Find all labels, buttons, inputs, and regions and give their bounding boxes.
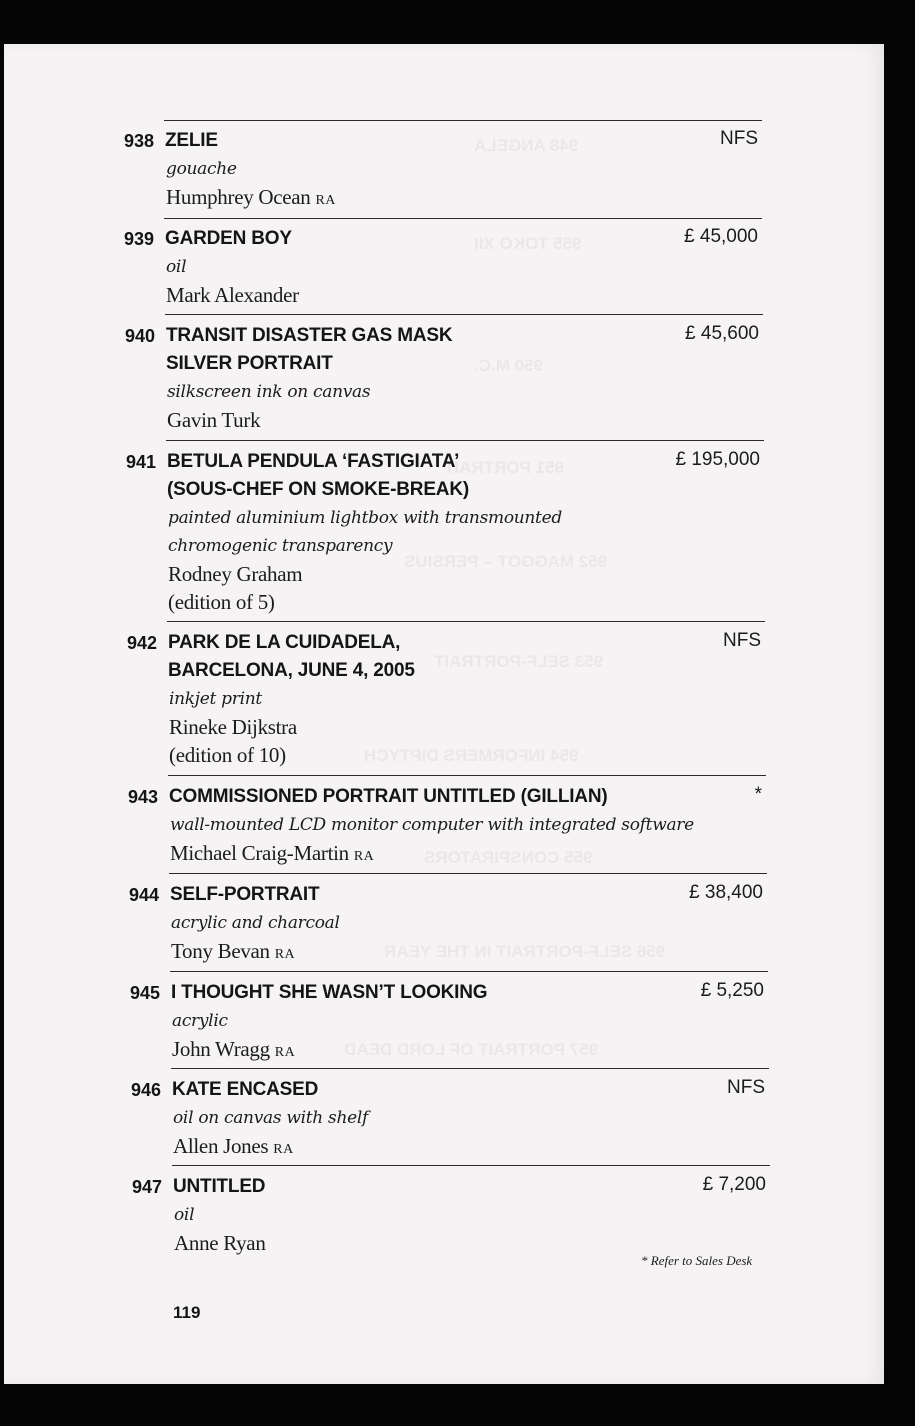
catalogue-page	[4, 44, 884, 1384]
lot-artist	[171, 937, 295, 969]
artist-name: Mark Alexander	[166, 283, 299, 307]
lot-number: 943	[127, 787, 158, 807]
lot-artist	[174, 1229, 266, 1257]
lot-title: BARCELONA, JUNE 4, 2005	[168, 660, 415, 681]
entry-rule	[171, 1068, 769, 1069]
lot-artist	[169, 713, 297, 741]
lot-title: COMMISSIONED PORTRAIT UNTITLED (GILLIAN)	[169, 786, 608, 807]
lot-number: 940	[124, 326, 155, 346]
lot-medium: acrylic	[172, 1011, 228, 1031]
lot-artist	[168, 560, 302, 588]
lot-title: ZELIE	[165, 130, 218, 151]
lot-title: (SOUS-CHEF ON SMOKE-BREAK)	[167, 479, 469, 500]
show-through: 955 CONSPIRATORS	[424, 848, 593, 867]
lot-title: GARDEN BOY	[165, 228, 292, 249]
lot-price: £ 195,000	[675, 449, 760, 470]
lot-price: £ 45,600	[685, 323, 759, 344]
show-through: 956 SELF-PORTRAIT IN THE YEAR	[384, 942, 666, 961]
artist-suffix: RA	[353, 849, 375, 864]
lot-artist	[166, 281, 299, 309]
lot-price: NFS	[727, 1077, 765, 1098]
lot-title: SILVER PORTRAIT	[166, 353, 333, 374]
lot-artist	[170, 839, 374, 871]
entry-rule	[169, 873, 767, 874]
show-through: 957 PORTRAIT OF LORD DEAD	[344, 1040, 599, 1059]
artist-suffix: RA	[273, 1142, 294, 1157]
page-number: 119	[173, 1303, 201, 1322]
sales-desk-footnote: * Refer to Sales Desk	[641, 1253, 753, 1268]
lot-artist	[173, 1132, 294, 1164]
lot-title: KATE ENCASED	[172, 1079, 319, 1100]
lot-medium: oil on canvas with shelf	[173, 1108, 369, 1128]
lot-title: PARK DE LA CUIDADELA,	[168, 632, 401, 653]
artist-name: Tony Bevan	[171, 939, 270, 963]
artist-suffix: RA	[274, 1045, 296, 1060]
lot-medium: wall-mounted LCD monitor computer with integrated software	[170, 815, 694, 835]
lot-price: NFS	[723, 630, 761, 651]
lot-edition: (edition of 10)	[169, 743, 286, 767]
lot-price: *	[754, 784, 762, 805]
lot-title: I THOUGHT SHE WASN’T LOOKING	[171, 982, 488, 1003]
artist-name: Gavin Turk	[167, 408, 261, 432]
artist-name: Humphrey Ocean	[166, 185, 311, 209]
artist-name: John Wragg	[172, 1037, 270, 1061]
lot-title: TRANSIT DISASTER GAS MASK	[166, 325, 453, 346]
lot-price: £ 45,000	[684, 226, 758, 247]
lot-price: £ 38,400	[689, 882, 763, 903]
lot-medium: acrylic and charcoal	[171, 913, 340, 933]
lot-medium: oil	[166, 257, 187, 277]
lot-price: NFS	[720, 128, 758, 149]
show-through: 954 INFORMERS DIPTYCH	[364, 746, 579, 765]
show-through: 948 ANGELA	[474, 136, 579, 155]
entry-rule	[165, 314, 763, 315]
lot-medium: painted aluminium lightbox with transmounted	[168, 508, 562, 528]
entry-rule	[164, 218, 762, 219]
lot-artist	[172, 1035, 295, 1067]
artist-suffix: RA	[315, 193, 336, 208]
lot-number: 947	[131, 1177, 162, 1197]
lot-medium: inkjet print	[169, 689, 262, 709]
show-through: 950 M.C.	[474, 356, 543, 375]
artist-name: Allen Jones	[173, 1134, 269, 1158]
lot-medium: oil	[174, 1205, 195, 1225]
lot-title: SELF-PORTRAIT	[170, 884, 320, 905]
lot-artist	[167, 406, 260, 434]
entry-rule	[170, 971, 768, 972]
lot-number: 944	[128, 885, 159, 905]
entry-rule	[172, 1165, 770, 1166]
lot-price: £ 5,250	[700, 980, 764, 1001]
lot-number: 939	[123, 229, 154, 249]
show-through: 955 TOKO XII	[474, 234, 582, 253]
artist-name: Rineke Dijkstra	[169, 715, 297, 739]
artist-name: Anne Ryan	[174, 1231, 266, 1255]
show-through: 951 PORTRAIT	[444, 458, 564, 477]
show-through: 953 SELF-PORTRAIT	[434, 652, 604, 671]
lot-number: 938	[123, 131, 154, 151]
artist-name: Michael Craig-Martin	[170, 841, 349, 865]
lot-medium: silkscreen ink on canvas	[167, 382, 371, 402]
lot-artist	[166, 183, 336, 215]
entry-rule	[164, 120, 762, 121]
artist-name: Rodney Graham	[168, 562, 303, 586]
lot-title: BETULA PENDULA ‘FASTIGIATA’	[167, 451, 460, 472]
lot-number: 946	[130, 1080, 161, 1100]
lot-price: £ 7,200	[702, 1174, 766, 1195]
lot-number: 942	[126, 633, 157, 653]
lot-number: 941	[125, 452, 156, 472]
entry-rule	[167, 621, 765, 622]
lot-edition: (edition of 5)	[168, 590, 275, 614]
show-through: 952 MAGGOT – PERSIUS	[404, 552, 608, 571]
artist-suffix: RA	[274, 947, 296, 962]
lot-number: 945	[129, 983, 160, 1003]
lot-medium: chromogenic transparency	[168, 536, 393, 556]
entry-rule	[166, 440, 764, 441]
entry-rule	[168, 775, 766, 776]
lot-title: UNTITLED	[173, 1176, 266, 1197]
lot-medium: gouache	[166, 159, 237, 179]
